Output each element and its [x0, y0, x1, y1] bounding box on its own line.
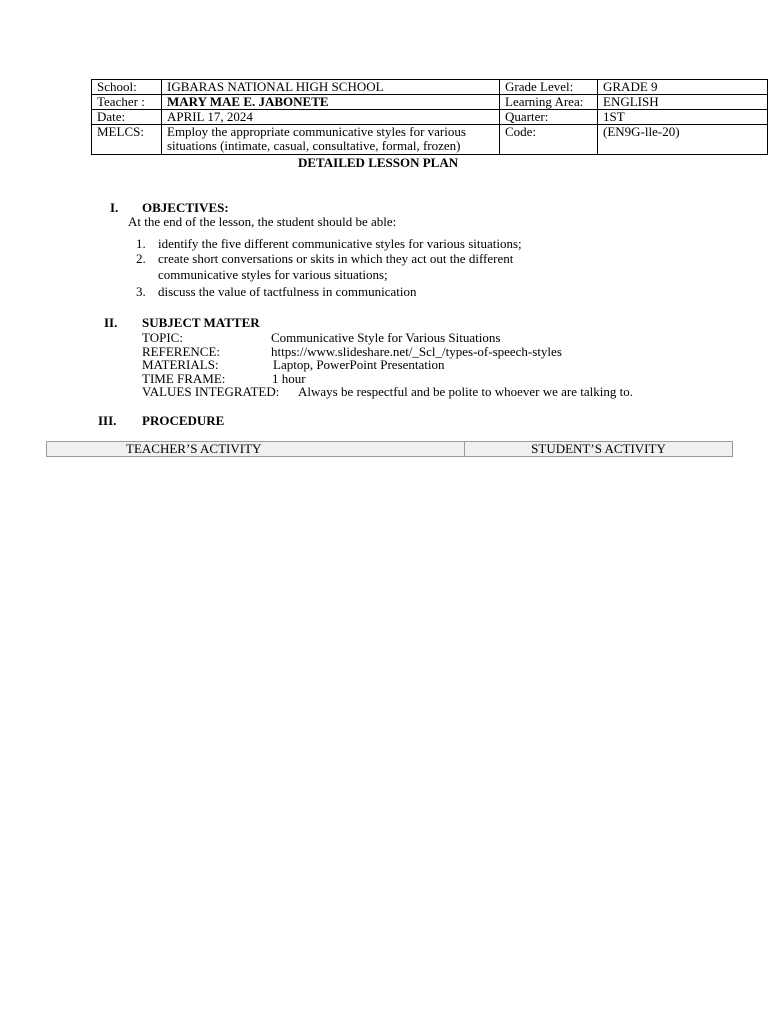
- grade-level-value: GRADE 9: [598, 80, 768, 95]
- grade-level-label: Grade Level:: [500, 80, 598, 95]
- objective-number: 1.: [136, 236, 146, 251]
- procedure-heading: PROCEDURE: [142, 413, 225, 428]
- subject-matter-heading: SUBJECT MATTER: [142, 315, 260, 330]
- reference-label: REFERENCE:: [142, 344, 221, 359]
- time-frame-label: TIME FRAME:: [142, 371, 226, 386]
- melcs-value-line: Employ the appropriate communicative styles for various: [167, 124, 466, 139]
- date-label: Date:: [92, 110, 162, 125]
- objective-number: 2.: [136, 251, 146, 266]
- values-integrated-label: VALUES INTEGRATED:: [142, 384, 280, 399]
- objectives-intro: At the end of the lesson, the student should be able:: [128, 214, 397, 229]
- objective-text: identify the five different communicative styles for various situations;: [158, 236, 522, 251]
- objective-text: discuss the value of tactfulness in communication: [158, 284, 417, 299]
- teacher-activity-header-text: TEACHER’S ACTIVITY: [126, 441, 262, 456]
- objective-number: 3.: [136, 284, 146, 299]
- date-value: APRIL 17, 2024: [162, 110, 500, 125]
- school-value: IGBARAS NATIONAL HIGH SCHOOL: [162, 80, 500, 95]
- subject-matter-numeral: II.: [104, 315, 118, 330]
- learning-area-label: Learning Area:: [500, 95, 598, 110]
- header-info-table: [91, 79, 768, 155]
- melcs-value: [162, 125, 500, 155]
- procedure-table: [46, 441, 733, 457]
- table-row: [92, 110, 768, 125]
- topic-value: Communicative Style for Various Situations: [271, 330, 501, 345]
- code-value: (EN9G-lle-20): [598, 125, 768, 155]
- procedure-numeral: III.: [98, 413, 117, 428]
- melcs-label: MELCS:: [92, 125, 162, 155]
- table-row: [92, 80, 768, 95]
- materials-value: Laptop, PowerPoint Presentation: [273, 357, 445, 372]
- objectives-numeral: I.: [110, 200, 119, 215]
- melcs-value-line: situations (intimate, casual, consultative, formal, frozen): [167, 138, 461, 153]
- topic-label: TOPIC:: [142, 330, 183, 345]
- reference-link[interactable]: https://www.slideshare.net/_Scl_/types-of-speech-styles: [271, 344, 562, 359]
- student-activity-header: STUDENT’S ACTIVITY: [465, 442, 733, 457]
- teacher-label: Teacher :: [92, 95, 162, 110]
- objectives-heading: OBJECTIVES:: [142, 200, 229, 215]
- time-frame-value: 1 hour: [272, 371, 306, 386]
- table-row: [92, 95, 768, 110]
- values-integrated-value: Always be respectful and be polite to whoever we are talking to.: [298, 384, 633, 399]
- learning-area-value: ENGLISH: [598, 95, 768, 110]
- school-label: School:: [92, 80, 162, 95]
- table-row: [92, 125, 768, 155]
- materials-label: MATERIALS:: [142, 357, 219, 372]
- code-label: Code:: [500, 125, 598, 155]
- page-title-text: DETAILED LESSON PLAN: [298, 155, 459, 170]
- objective-text: communicative styles for various situations;: [158, 267, 388, 282]
- teacher-value: MARY MAE E. JABONETE: [162, 95, 500, 110]
- quarter-label: Quarter:: [500, 110, 598, 125]
- table-row: [47, 442, 733, 457]
- teacher-activity-header: [47, 442, 465, 457]
- objective-text: create short conversations or skits in which they act out the different: [158, 251, 514, 266]
- quarter-value: 1ST: [598, 110, 768, 125]
